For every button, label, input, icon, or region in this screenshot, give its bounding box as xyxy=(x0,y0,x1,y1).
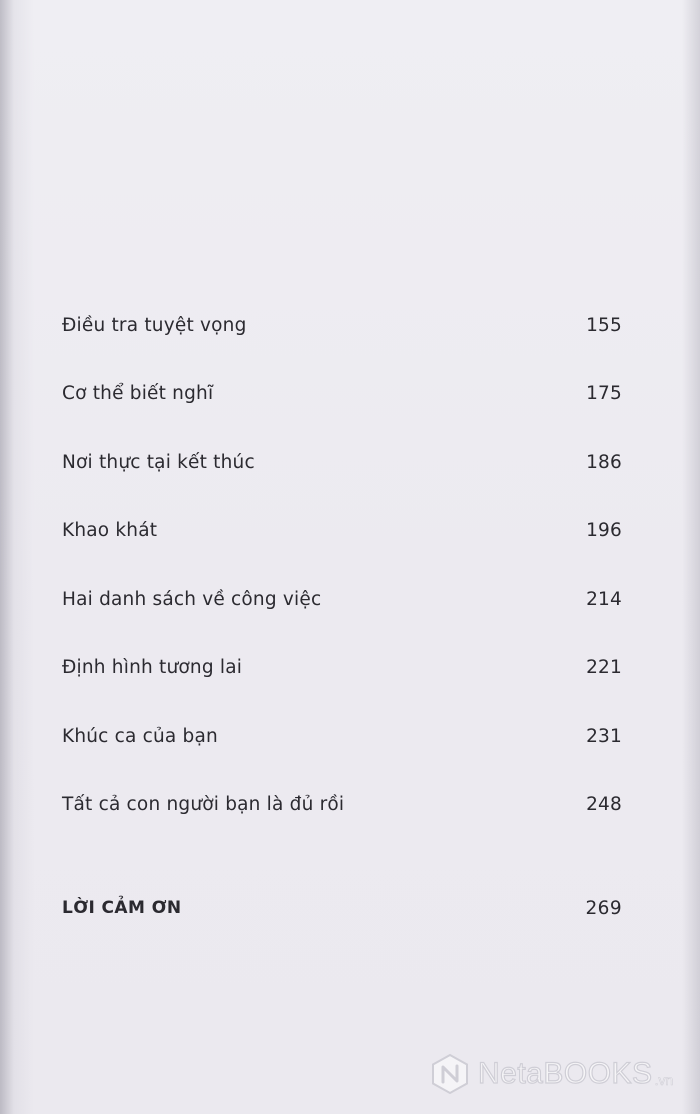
toc-entry-title: Tất cả con người bạn là đủ rồi xyxy=(62,793,345,815)
toc-entry-title: Hai danh sách về công việc xyxy=(62,588,322,610)
toc-entry xyxy=(62,310,622,340)
netabooks-logo-icon xyxy=(428,1052,472,1096)
toc-entry-page: 248 xyxy=(586,793,622,815)
toc-entry-title: Điều tra tuyệt vọng xyxy=(62,314,247,336)
toc-entry-page: 231 xyxy=(586,725,622,747)
toc-entry-title: Cơ thể biết nghĩ xyxy=(62,382,214,404)
toc-entry xyxy=(62,721,622,751)
toc-entry-page: 214 xyxy=(586,588,622,610)
watermark-brand: NetaBOOKS xyxy=(478,1057,653,1090)
toc-entry-title: Nơi thực tại kết thúc xyxy=(62,451,255,473)
toc-entry-acknowledgements xyxy=(62,893,622,923)
netabooks-watermark xyxy=(428,1048,698,1100)
toc-entry-page: 175 xyxy=(586,382,622,404)
toc-entry xyxy=(62,652,622,682)
watermark-suffix: .vn xyxy=(654,1072,674,1088)
toc-entry xyxy=(62,378,622,408)
toc-entry-page: 221 xyxy=(586,656,622,678)
toc-entry-title: Khúc ca của bạn xyxy=(62,725,218,747)
toc-entry-page: 155 xyxy=(586,314,622,336)
toc-entry xyxy=(62,447,622,477)
toc-entry-title: Định hình tương lai xyxy=(62,656,243,678)
toc-entry xyxy=(62,789,622,819)
toc-entry xyxy=(62,584,622,614)
toc-acknowledgements-title: LỜI CẢM ƠN xyxy=(62,898,182,918)
toc-entry-title: Khao khát xyxy=(62,519,158,541)
toc-entry xyxy=(62,515,622,545)
toc-acknowledgements-page: 269 xyxy=(585,897,622,919)
toc-entry-page: 186 xyxy=(586,451,622,473)
toc-entry-page: 196 xyxy=(586,519,622,541)
